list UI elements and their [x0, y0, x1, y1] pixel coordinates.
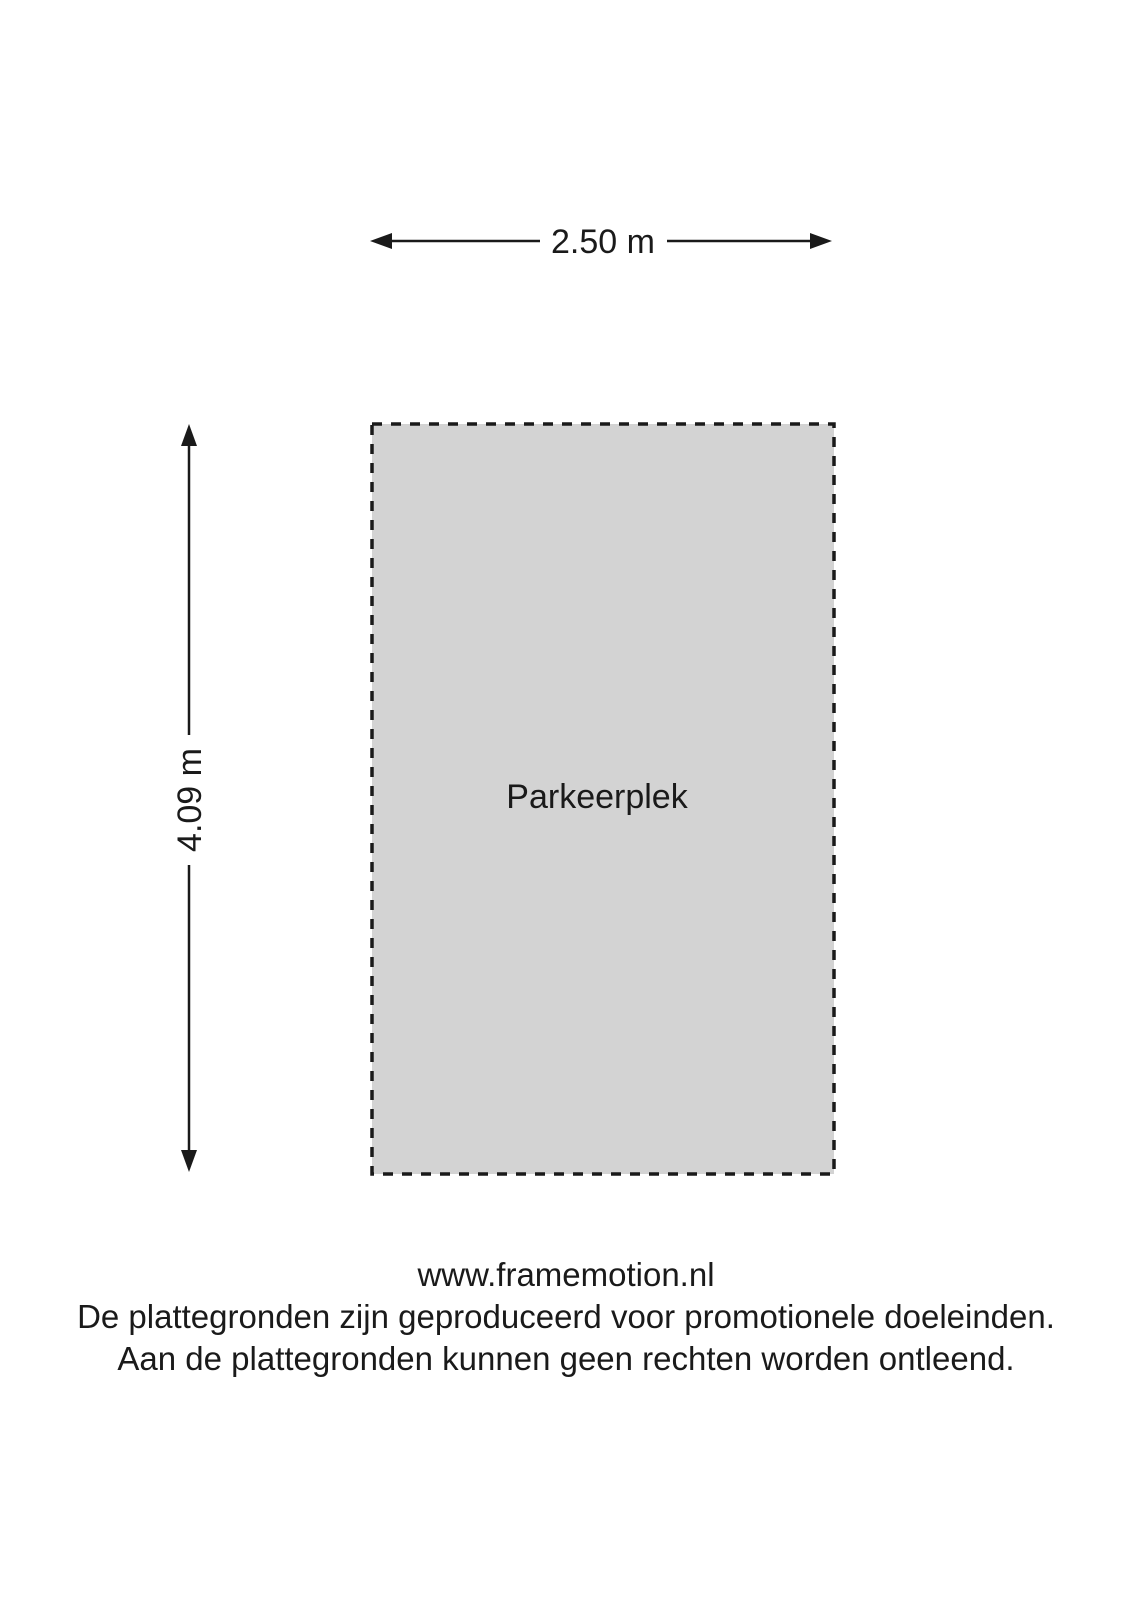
- width-dimension: [370, 223, 832, 261]
- arrow-right-icon: [810, 233, 832, 249]
- arrow-left-icon: [370, 233, 392, 249]
- room-parkeerplek: [372, 424, 834, 1174]
- height-label: 4.09 m: [171, 748, 209, 852]
- room-label: Parkeerplek: [506, 778, 688, 816]
- width-label: 2.50 m: [551, 223, 655, 261]
- footer: [0, 1254, 1132, 1380]
- disclaimer-line-2: Aan de plattegronden kunnen geen rechten worden ontleend.: [117, 1340, 1015, 1377]
- website-text: www.framemotion.nl: [417, 1256, 715, 1293]
- height-dimension: [171, 424, 209, 1172]
- arrow-down-icon: [181, 1150, 197, 1172]
- arrow-up-icon: [181, 424, 197, 446]
- disclaimer-line-1: De plattegronden zijn geproduceerd voor promotionele doeleinden.: [77, 1298, 1055, 1335]
